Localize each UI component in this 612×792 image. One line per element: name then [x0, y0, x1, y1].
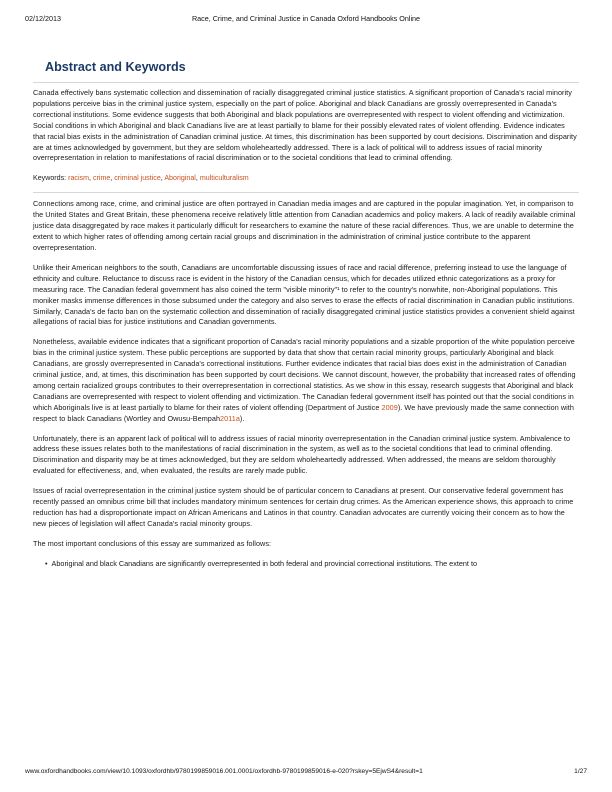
divider [33, 192, 579, 193]
body-paragraph: Issues of racial overrepresentation in the criminal justice system should be of particular concern to Canadians at present. Our conservative federal government has recently passed an omnibus crime bill that includes mandatory minimum sentences for certain drug crimes. As the American experience shows, this approach to crime reduction has had a disproportionate impact on African Americans and Latinos in that country. Canadian advocates are currently voicing their concern as to how the new pieces of legislation will affect Canada's racial minority groups. [33, 486, 574, 528]
divider [33, 82, 579, 83]
page-title: Race, Crime, and Criminal Justice in Canada Oxford Handbooks Online [191, 14, 421, 23]
keyword-link[interactable]: Aboriginal [164, 174, 196, 183]
body-paragraph: The most important conclusions of this essay are summarized as follows: [33, 538, 272, 548]
citation-link[interactable]: 2011a [220, 413, 240, 423]
keyword-link[interactable]: criminal justice [114, 174, 161, 183]
page-footer [25, 768, 587, 780]
keyword-link[interactable]: multiculturalism [199, 174, 249, 183]
page-header [25, 14, 587, 26]
page-url[interactable]: www.oxfordhandbooks.com/view/10.1093/oxfordhb/9780199859016.001.0001/oxfordhb-9780199859016-e-020?rskey=5EjwS4&result=1 [25, 768, 423, 775]
keyword-list [68, 174, 249, 182]
abstract-heading: Abstract and Keywords [45, 60, 186, 74]
paragraph-text: Nonetheless, available evidence indicates that a significant proportion of Canada's racial minority populations and a sizable proportion of the white population perceive bias in the criminal justice system. These public perceptions are supported by data that show that certain racial minority groups, particularly Aboriginal and black Canadians, are grossly overrepresented in Canada's correctional institutions. Further evidence indicates that racial bias does exist in the administration of Canadian criminal justice, and, at times, this discrimination has been supported by court decisions. We cannot discount, however, the probability that increased rates of offending among certain racialized groups contributes to their overrepresentation in correctional statistics. As we show in this essay, research suggests that Aboriginal and black Canadians are overrepresented with respect to violent offending and victimization. The Canadian federal government itself has pointed out that the social conditions in which Aboriginals live is at least partially to blame for their rates of violent offending (Department of Justice [33, 337, 576, 412]
keyword-link[interactable]: crime [92, 174, 111, 183]
body-paragraph: Unlike their American neighbors to the south, Canadians are uncomfortable discussing issues of race and racial difference, preferring instead to use the language of ethnicity and culture. Reluctance to discuss race is evident in the history of the Canadian census, which for decades utilized ethnic categorizations as a proxy for measuring race. The Canadian federal government has also coined the term "visible minority"¹ to refer to the country's nonwhite, non-Aboriginal populations. This moniker masks immense differences in those subsumed under the category and also serves to erase the effects of racial discrimination in Canadian public institutions. Similarly, Canada's de facto ban on the systematic collection and dissemination of racially disaggregated criminal justice statistics provides a convenient shield against allegations of racial bias for justice institutions and Canadian governments. [33, 262, 575, 327]
keywords-label: Keywords: [33, 174, 67, 183]
keyword-separator: , [160, 174, 165, 183]
keyword-separator: , [110, 174, 115, 183]
print-date: 02/12/2013 [25, 14, 61, 23]
keyword-separator: , [195, 174, 200, 183]
abstract-text: Canada effectively bans systematic collection and dissemination of racially disaggregated criminal justice statistics. A significant proportion of Canada's racial minority populations perceive bias in the criminal justice system, especially on the part of police. Aboriginal and black Canadians are grossly overrepresented in Canada's correctional institutions. Some evidence suggests that both Aboriginal and black populations are overrepresented with respect to violent offending and victimization. Social conditions in which Aboriginal and black Canadians live are at least partially to blame for their possibly elevated rates of violent offending. Evidence indicates that racial bias exists in the administration of Canadian criminal justice. At times, this discrimination has been supported by court decisions. Discrimination and disparity are at times acknowledged by government, but they are seldom wholeheartedly addressed. There is a lack of political will to address issues of racial minority overrepresentation in relation to manifestations of racial discrimination or to the societal conditions that lead to criminal offending. [33, 88, 577, 163]
article-content [33, 60, 579, 570]
citation-link[interactable]: 2009 [381, 402, 398, 412]
body-paragraph [33, 337, 579, 424]
list-item: • Aboriginal and black Canadians are significantly overrepresented in both federal and provincial correctional institutions. The extent to [45, 559, 579, 570]
body-paragraph: Unfortunately, there is an apparent lack of political will to address issues of racial minority overrepresentation in the Canadian criminal justice system. Ambivalence to address these issues relates both to the manifestations of racial discrimination in the system, as well as to the societal conditions that lead to criminal offending. Discrimination and disparity may be at times acknowledged, but they are seldom wholeheartedly addressed. When addressed, the means are seldom thoroughly evaluated for effectiveness, and, when evaluated, the results are rarely made public. [33, 433, 571, 476]
keyword-separator: , [89, 174, 93, 183]
keyword-link[interactable]: racism [68, 174, 89, 183]
page-number: 1/27 [574, 768, 587, 775]
paragraph-text: ). [239, 413, 245, 423]
paragraph-text: ). We have previously made the same connection with respect to black Canadians (Wortley and Owusu-Bempah [33, 402, 574, 423]
conclusions-list [33, 559, 579, 570]
keywords-line [33, 173, 579, 183]
body-paragraph: Connections among race, crime, and criminal justice are often portrayed in Canadian media images and are captured in the popular imagination. Yet, in comparison to the United States and Great Britain, these phenomena receive relatively little attention from Canadian academics and policy makers. A lack of readily available criminal justice data disaggregated by race makes it particularly difficult for researchers to examine the nature of these racial differences. Thus, we are unable to determine the extent to which higher rates of offending among certain racial groups and discrimination in the administration of criminal justice contribute to the apparent overrepresentation. [33, 199, 576, 252]
